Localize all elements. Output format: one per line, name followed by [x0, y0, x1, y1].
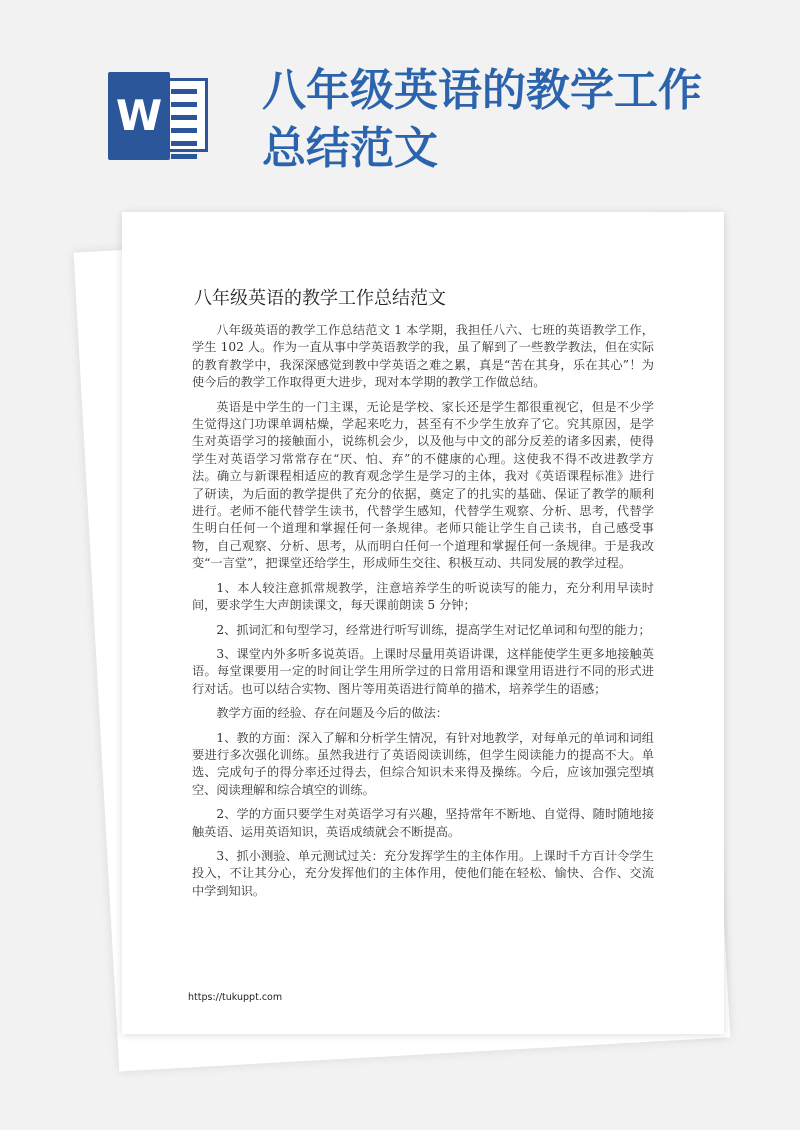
- paragraph: 3、课堂内外多听多说英语。上课时尽量用英语讲课，这样能使学生更多地接触英语。每堂课要用一定的时间让学生用所学过的日常用语和课堂用语进行不同的形式进行对话。也可以结合实物、图片等用英语进行简单的描术，培养学生的语感；: [192, 646, 654, 696]
- document-body: [192, 322, 654, 907]
- document-title: 八年级英语的教学工作总结范文: [194, 288, 446, 309]
- paragraph: 2、抓词汇和句型学习，经常进行听写训练，提高学生对记忆单词和句型的能力；: [216, 622, 651, 637]
- paragraph: 教学方面的经验、存在问题及今后的做法：: [216, 706, 448, 721]
- paragraph: 3、抓小测验、单元测试过关：充分发挥学生的主体作用。上课时千方百计令学生投入，不让其分心，充分发挥他们的主体作用，使他们能在轻松、愉快、合作、交流中学到知识。: [192, 848, 654, 898]
- page-heading-line-1: 八年级英语的教学工作: [262, 65, 702, 116]
- page-heading-line-2: 总结范文: [262, 123, 438, 174]
- page-heading: [262, 62, 762, 178]
- paragraph: 1、教的方面：深入了解和分析学生情况，有针对地教学，对每单元的单词和词组要进行多次强化训练。虽然我进行了英语阅读训练，但学生阅读能力的提高不大。单选、完成句子的得分率还过得去，但综合知识未来得及操练。今后，应该加强完型填空、阅读理解和综合填空的训练。: [192, 730, 654, 797]
- document-page: [122, 212, 724, 1034]
- paragraph: 八年级英语的教学工作总结范文 1 本学期，我担任八六、七班的英语教学工作，学生 102 人。作为一直从事中学英语教学的我，虽了解到了一些教学教法，但在实际的教育教学中，我深深感觉到教中学英语之难之累，真是“苦在其身，乐在其心”！为使今后的教学工作取得更大进步，现对本学期的教学工作做总结。: [192, 323, 654, 390]
- paragraph: 2、学的方面只要学生对英语学习有兴趣，坚持常年不断地、自觉得、随时随地接触英语、运用英语知识，英语成绩就会不断提高。: [192, 807, 654, 839]
- source-url: https://tukuppt.com: [188, 992, 283, 1003]
- word-icon: [108, 72, 212, 160]
- word-icon-badge: W: [108, 72, 170, 160]
- paragraph: 1、本人较注意抓常规教学，注意培养学生的听说读写的能力，充分利用早读时间，要求学生大声朗读课文，每天课前朗读 5 分钟；: [192, 580, 654, 613]
- paragraph: 英语是中学生的一门主课，无论是学校、家长还是学生都很重视它，但是不少学生觉得这门功课单调枯燥，学起来吃力，甚至有不少学生放弃了它。究其原因，是学生对英语学习的接触面小，说练机会少，以及他与中文的部分反差的诸多因素，使得学生对英语学习常常存在“厌、怕、弃”的不健康的心理。这使我不得不改进教学方法。确立与新课程相适应的教育观念学生是学习的主体，我对《英语课程标准》进行了研读，为后面的教学提供了充分的依据，奠定了的扎实的基础、保证了教学的顺利进行。老师不能代替学生读书，代替学生感知，代替学生观察、分析、思考，代替学生明白任何一个道理和掌握任何一条规律。老师只能让学生自己读书，自己感受事物，自己观察、分析、思考，从而明白任何一个道理和掌握任何一条规律。于是我改变“一言堂”，把课堂还给学生，形成师生交往、积极互动、共同发展的教学过程。: [192, 399, 654, 571]
